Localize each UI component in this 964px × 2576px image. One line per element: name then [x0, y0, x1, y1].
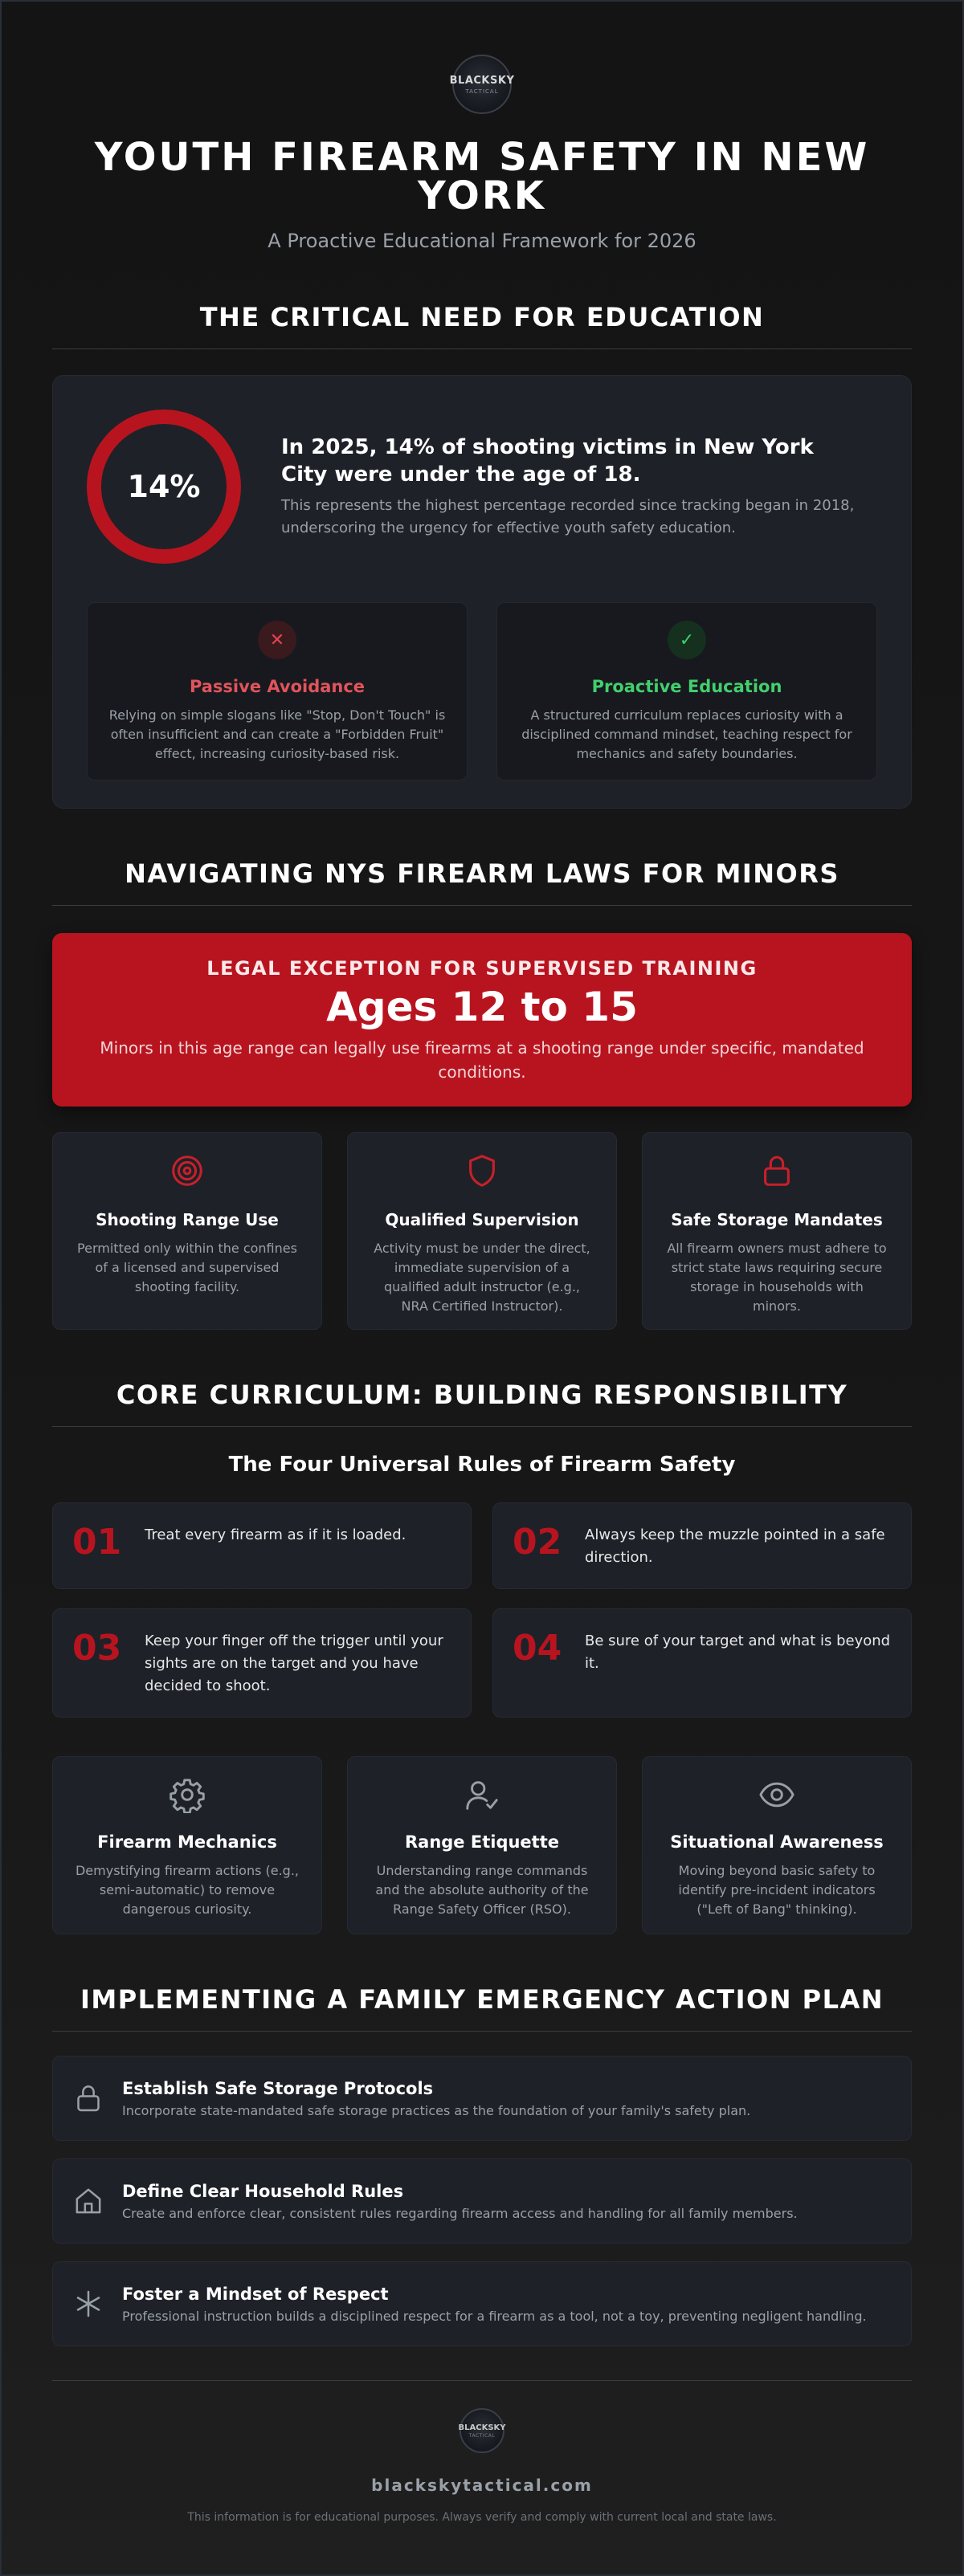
- topic-card-awareness: [642, 1756, 912, 1934]
- card-title: Situational Awareness: [670, 1832, 884, 1852]
- section-heading: CORE CURRICULUM: BUILDING RESPONSIBILITY: [116, 1380, 848, 1410]
- page-title: YOUTH FIREARM SAFETY IN NEW YORK: [94, 135, 870, 218]
- footer-disclaimer: This information is for educational purposes. Always verify and comply with current local and state laws.: [187, 2511, 777, 2524]
- rule-number: 04: [513, 1628, 562, 1669]
- eye-icon: [758, 1776, 795, 1813]
- rule-card: [492, 1502, 912, 1589]
- home-icon: [72, 2185, 104, 2217]
- critical-need-section: [52, 302, 912, 809]
- legal-exception-banner: [52, 933, 912, 1107]
- rule-number: 03: [72, 1628, 122, 1669]
- stat-value: 14%: [127, 469, 201, 504]
- footer-website-link[interactable]: blackskytactical.com: [371, 2476, 593, 2495]
- rule-number: 01: [72, 1522, 122, 1563]
- card-title: Shooting Range Use: [96, 1210, 279, 1229]
- plan-step-rules: [52, 2158, 912, 2244]
- rule-card: [52, 1502, 472, 1589]
- asterisk-icon: [72, 2288, 104, 2320]
- rule-card: [52, 1608, 472, 1718]
- banner-description: Minors in this age range can legally use firearms at a shooting range under specific, mandated conditions.: [100, 1038, 864, 1082]
- percentage-ring: [87, 410, 241, 564]
- law-card-supervision: [347, 1132, 617, 1330]
- card-description: Demystifying firearm actions (e.g., semi-automatic) to remove dangerous curiosity.: [75, 1863, 299, 1917]
- action-plan-section: [52, 1984, 912, 2346]
- section-divider: [52, 1426, 912, 1427]
- section-divider: [52, 2031, 912, 2032]
- x-icon: ✕: [258, 621, 296, 659]
- card-title: Firearm Mechanics: [97, 1832, 277, 1852]
- law-card-range-use: [52, 1132, 322, 1330]
- law-card-storage: [642, 1132, 912, 1330]
- plan-step-storage: [52, 2056, 912, 2141]
- step-description: Professional instruction builds a disciplined respect for a firearm as a tool, not a toy, preventing negligent handling.: [122, 2308, 867, 2324]
- rule-text: Be sure of your target and what is beyond it.: [585, 1632, 891, 1672]
- card-title: Proactive Education: [591, 677, 782, 696]
- card-description: A structured curriculum replaces curiosity with a disciplined command mindset, teaching respect for mechanics and safety boundaries.: [521, 707, 852, 761]
- passive-avoidance-card: [87, 602, 468, 781]
- step-title: Foster a Mindset of Respect: [122, 2284, 389, 2304]
- card-description: Understanding range commands and the absolute authority of the Range Safety Officer (RSO).: [375, 1863, 589, 1917]
- section-heading: THE CRITICAL NEED FOR EDUCATION: [199, 302, 765, 332]
- gear-icon: [169, 1776, 206, 1813]
- step-title: Define Clear Household Rules: [122, 2181, 404, 2201]
- section-divider: [52, 348, 912, 349]
- check-icon: ✓: [668, 621, 706, 659]
- rule-card: [492, 1608, 912, 1718]
- banner-label: LEGAL EXCEPTION FOR SUPERVISED TRAINING: [206, 957, 758, 980]
- plan-step-respect: [52, 2261, 912, 2346]
- statistic-card: [52, 375, 912, 809]
- card-title: Passive Avoidance: [189, 677, 366, 696]
- stat-description: This represents the highest percentage recorded since tracking began in 2018, underscoring the urgency for effective youth safety education.: [281, 497, 855, 536]
- step-description: Create and enforce clear, consistent rules regarding firearm access and handling for all family members.: [122, 2205, 798, 2221]
- laws-section: [52, 858, 912, 1330]
- rule-text: Always keep the muzzle pointed in a safe direction.: [585, 1526, 885, 1566]
- target-icon: [169, 1152, 206, 1189]
- card-description: Relying on simple slogans like "Stop, Don't Touch" is often insufficient and can create a "Forbidden Fruit" effect, increasing curiosity-based risk.: [108, 707, 446, 761]
- rules-heading: The Four Universal Rules of Firearm Safety: [228, 1453, 736, 1477]
- card-title: Qualified Supervision: [385, 1210, 579, 1229]
- card-title: Range Etiquette: [404, 1832, 559, 1852]
- card-description: Moving beyond basic safety to identify pre-incident indicators ("Left of Bang" thinking).: [678, 1863, 876, 1917]
- proactive-education-card: [496, 602, 877, 781]
- shield-icon: [464, 1152, 500, 1189]
- card-title: Safe Storage Mandates: [671, 1210, 883, 1229]
- section-heading: IMPLEMENTING A FAMILY EMERGENCY ACTION PLAN: [80, 1984, 884, 2015]
- rule-number: 02: [513, 1522, 562, 1563]
- curriculum-section: [52, 1380, 912, 1934]
- lock-icon: [72, 2082, 104, 2114]
- section-heading: NAVIGATING NYS FIREARM LAWS FOR MINORS: [125, 858, 839, 889]
- banner-ages: Ages 12 to 15: [326, 984, 638, 1030]
- rule-text: Keep your finger off the trigger until your sights are on the target and you have decided to shoot.: [145, 1632, 443, 1694]
- step-description: Incorporate state-mandated safe storage practices as the foundation of your family's safety plan.: [122, 2102, 751, 2118]
- step-title: Establish Safe Storage Protocols: [122, 2078, 434, 2098]
- card-description: All firearm owners must adhere to strict state laws requiring secure storage in households with minors.: [667, 1241, 887, 1314]
- brand-logo: BLACKSKY TACTICAL: [452, 55, 512, 114]
- rule-text: Treat every firearm as if it is loaded.: [145, 1526, 406, 1543]
- lock-icon: [758, 1152, 795, 1189]
- section-divider: [52, 905, 912, 906]
- user-check-icon: [464, 1776, 500, 1813]
- topic-card-etiquette: [347, 1756, 617, 1934]
- card-description: Activity must be under the direct, immediate supervision of a qualified adult instructor (e.g., NRA Certified Instructor).: [374, 1241, 590, 1314]
- stat-headline: In 2025, 14% of shooting victims in New York City were under the age of 18.: [281, 435, 814, 487]
- footer-divider: [52, 2380, 912, 2381]
- footer-logo: BLACKSKY TACTICAL: [460, 2408, 504, 2453]
- topic-card-mechanics: [52, 1756, 322, 1934]
- page-subtitle: A Proactive Educational Framework for 2026: [268, 230, 696, 252]
- card-description: Permitted only within the confines of a licensed and supervised shooting facility.: [77, 1241, 297, 1294]
